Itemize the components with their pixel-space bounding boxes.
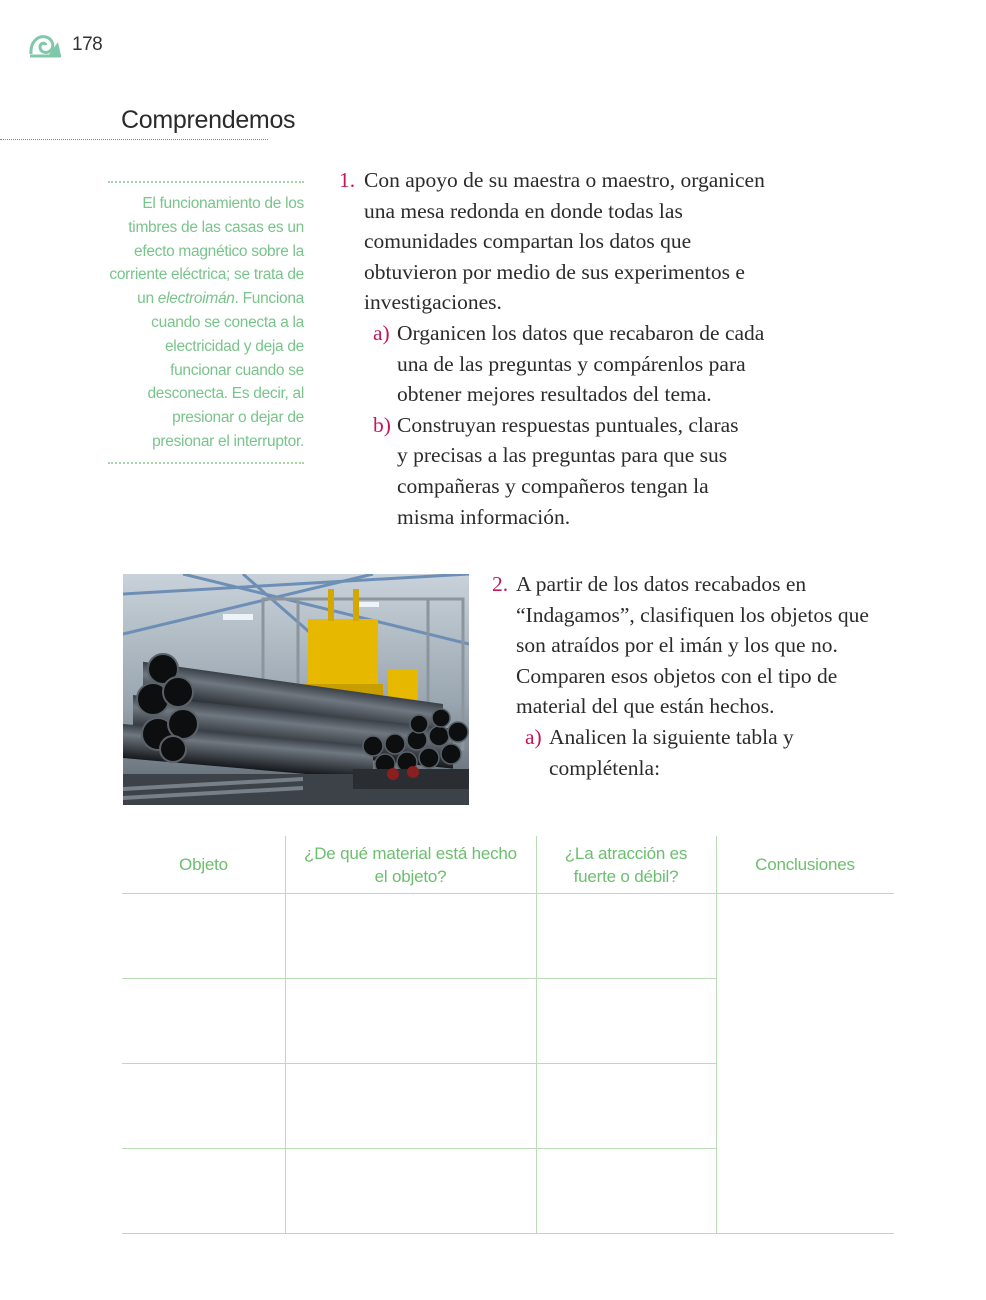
row-divider [122, 1148, 716, 1149]
activity-2a-letter: a) [525, 724, 542, 749]
row-divider [122, 1063, 716, 1064]
title-underline [0, 139, 268, 140]
activity-2-text: A partir de los datos recabados en “Indagamos”, clasifiquen los objetos que son atraídos por el imán y los que no. Comparen esos objetos con el tipo de material del que están hechos. [516, 572, 869, 719]
header-atraccion: ¿La atracción es fuerte o débil? [564, 843, 688, 886]
side-note-term: electroimán [157, 290, 235, 308]
side-note-text-start: El funcionamiento de los timbres de las casas es un efecto magnético sobre la corriente eléctrica; se trata de un [109, 195, 304, 308]
activity-1 [339, 165, 784, 532]
header-objeto: Objeto [179, 855, 228, 874]
side-note [108, 181, 304, 464]
header-conclusiones: Conclusiones [755, 855, 855, 874]
activity-1-text: Con apoyo de su maestra o maestro, organicen una mesa redonda en donde todas las comunidades compartan los datos que obtuvieron por medio de sus experimentos e investigaciones. [364, 168, 765, 315]
classification-table [122, 836, 894, 1234]
row-divider [122, 978, 716, 979]
activity-1b-text: Construyan respuestas puntuales, claras y precisas a las preguntas para que sus compañeras y compañeros tengan la misma información. [397, 412, 739, 529]
table-cell[interactable] [122, 894, 285, 978]
header-material: ¿De qué material está hecho el objeto? [304, 843, 517, 886]
page-number: 178 [72, 34, 103, 55]
activity-1b [364, 410, 784, 532]
snail-icon [28, 30, 62, 60]
activity-2a-text: Analicen la siguiente tabla y complétenla: [549, 724, 794, 780]
activity-1-number: 1. [339, 168, 356, 192]
activity-1a-letter: a) [373, 320, 390, 345]
activity-2-number: 2. [492, 572, 509, 596]
activity-2a [516, 722, 876, 783]
activity-1a [364, 318, 784, 410]
page-header [28, 30, 102, 60]
activity-2 [492, 569, 876, 783]
activity-1a-text: Organicen los datos que recabaron de cada una de las preguntas y compárenlos para obtener mejores resultados del tema. [397, 320, 765, 407]
table-cell[interactable] [286, 894, 536, 978]
side-note-text-end: . Funciona cuando se conecta a la electricidad y deja de funcionar cuando se desconecta. Es decir, al presionar o dejar de presionar el interruptor. [147, 290, 304, 450]
section-title: Comprendemos [121, 106, 296, 134]
table-cell[interactable] [537, 894, 716, 978]
conclusions-cell[interactable] [717, 894, 894, 1233]
steel-pipes-photo [123, 574, 469, 805]
table-bottom-rule [122, 1233, 894, 1234]
activity-1b-letter: b) [373, 412, 391, 437]
